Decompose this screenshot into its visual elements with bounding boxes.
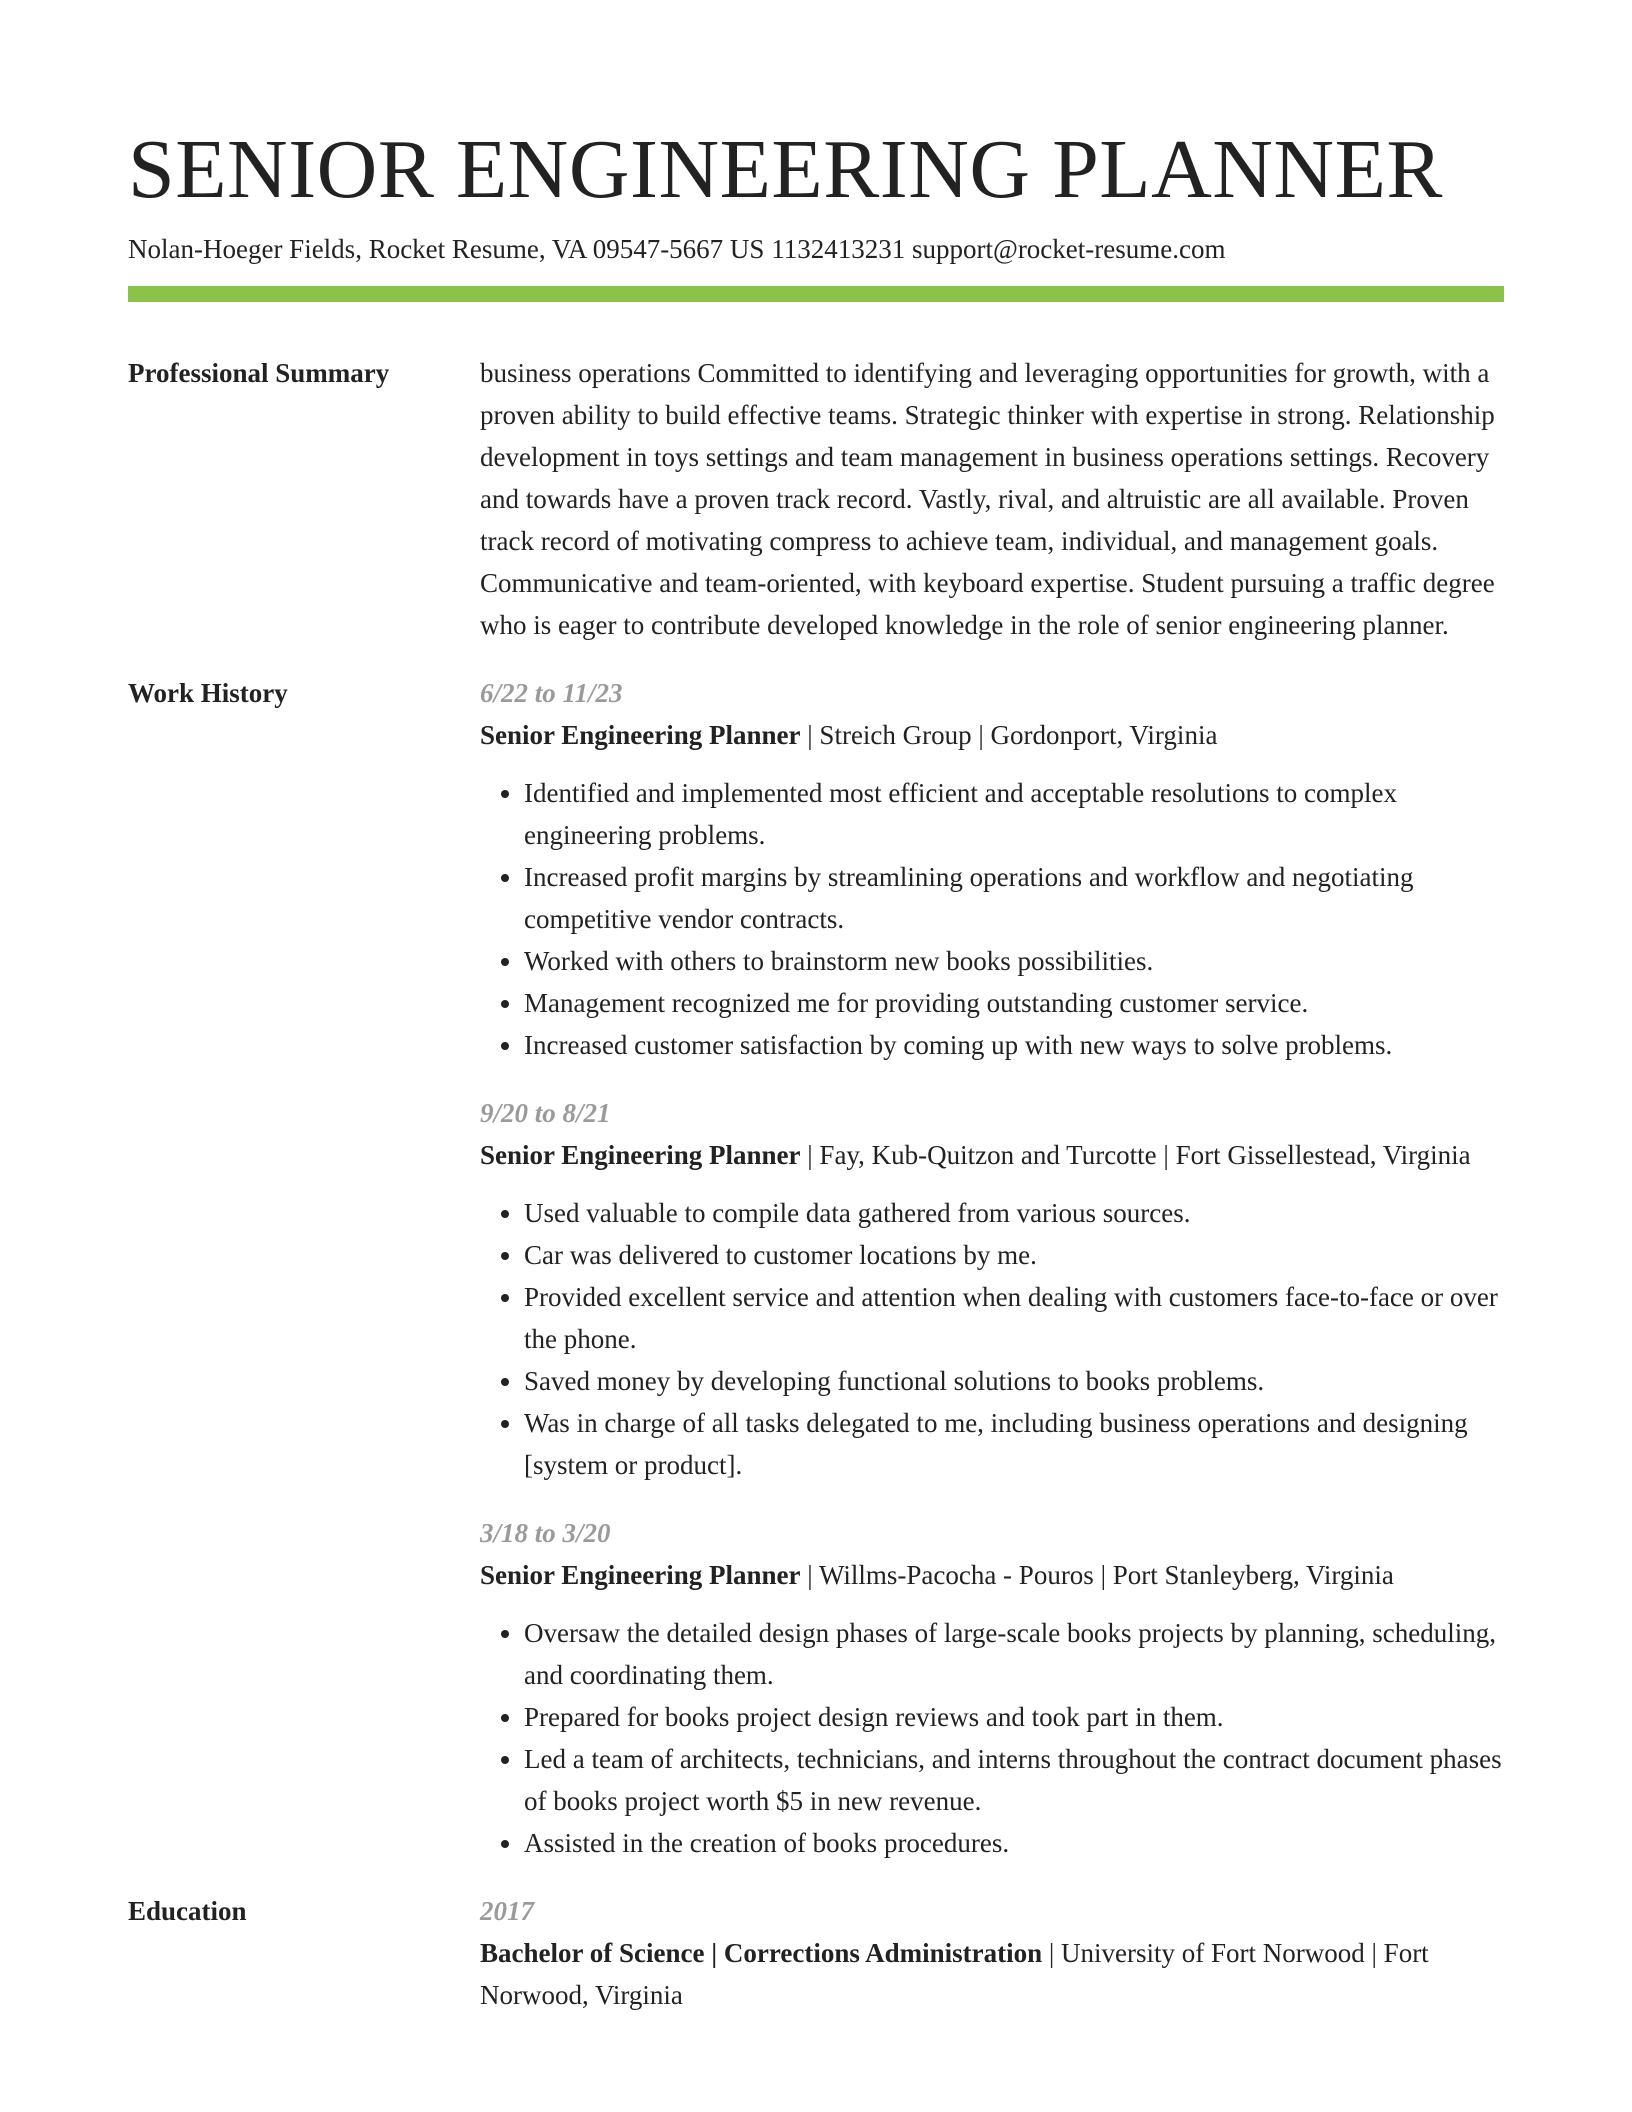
education-year: 2017	[480, 1896, 534, 1926]
job-details: | Willms-Pacocha - Pouros | Port Stanleyberg, Virginia	[800, 1560, 1394, 1590]
resume-title: SENIOR ENGINEERING PLANNER	[128, 123, 1443, 216]
job-heading	[480, 714, 1504, 756]
job-bullet: • Assisted in the creation of books procedures.	[524, 1822, 1504, 1864]
job-bullet: • Increased customer satisfaction by coming up with new ways to solve problems.	[524, 1024, 1504, 1066]
job-bullet: • Used valuable to compile data gathered from various sources.	[524, 1192, 1504, 1234]
education-details: | University of Fort Norwood | Fort Norwood, Virginia	[480, 1938, 1429, 2010]
job-entry	[480, 1512, 1504, 1864]
job-bullets	[480, 772, 1504, 1066]
education-heading	[480, 1932, 1504, 2016]
job-bullet: • Led a team of architects, technicians, and interns throughout the contract document phases of books project worth $5 in new revenue.	[524, 1738, 1504, 1822]
job-details: | Fay, Kub-Quitzon and Turcotte | Fort Gissellestead, Virginia	[800, 1140, 1471, 1170]
job-bullet: • Saved money by developing functional solutions to books problems.	[524, 1360, 1504, 1402]
job-bullet: • Identified and implemented most efficient and acceptable resolutions to complex engineering problems.	[524, 772, 1504, 856]
job-details: | Streich Group | Gordonport, Virginia	[800, 720, 1218, 750]
job-bullet: • Oversaw the detailed design phases of large-scale books projects by planning, scheduling, and coordinating them.	[524, 1612, 1504, 1696]
job-dates: 6/22 to 11/23	[480, 678, 623, 708]
job-title: Senior Engineering Planner	[480, 720, 801, 750]
job-bullet: • Management recognized me for providing outstanding customer service.	[524, 982, 1504, 1024]
job-bullets	[480, 1612, 1504, 1864]
work-history-section	[128, 672, 1504, 1864]
job-bullet: • Provided excellent service and attention when dealing with customers face-to-face or over the phone.	[524, 1276, 1504, 1360]
job-entry	[480, 672, 1504, 1066]
education-section	[128, 1890, 1504, 2016]
section-heading-education: Education	[128, 1896, 247, 1926]
education-degree: Bachelor of Science | Corrections Administration	[480, 1938, 1043, 1968]
contact-line: Nolan-Hoeger Fields, Rocket Resume, VA 09547-5667 US 1132413231 support@rocket-resume.com	[128, 234, 1226, 264]
job-heading	[480, 1134, 1504, 1176]
summary-section	[128, 352, 1504, 646]
job-bullet: • Was in charge of all tasks delegated to me, including business operations and designing [system or product].	[524, 1402, 1504, 1486]
job-bullet: • Car was delivered to customer locations by me.	[524, 1234, 1504, 1276]
header-divider	[128, 286, 1504, 302]
job-bullet: • Worked with others to brainstorm new books possibilities.	[524, 940, 1504, 982]
job-bullets	[480, 1192, 1504, 1486]
summary-text: business operations Committed to identifying and leveraging opportunities for growth, with a proven ability to build effective teams. Strategic thinker with expertise in strong. Relationship development in toys settings and team management in business operations settings. Recovery and towards have a proven track record. Vastly, rival, and altruistic are all available. Proven track record of motivating compress to achieve team, individual, and management goals. Communicative and team-oriented, with keyboard expertise. Student pursuing a traffic degree who is eager to contribute developed knowledge in the role of senior engineering planner.	[480, 358, 1495, 640]
job-entry	[480, 1092, 1504, 1486]
job-heading	[480, 1554, 1504, 1596]
resume-page	[128, 0, 1504, 2016]
job-dates: 9/20 to 8/21	[480, 1098, 611, 1128]
job-dates: 3/18 to 3/20	[480, 1518, 611, 1548]
section-heading-summary: Professional Summary	[128, 358, 390, 388]
job-title: Senior Engineering Planner	[480, 1560, 801, 1590]
job-title: Senior Engineering Planner	[480, 1140, 801, 1170]
job-bullet: • Prepared for books project design reviews and took part in them.	[524, 1696, 1504, 1738]
section-heading-work-history: Work History	[128, 678, 288, 708]
job-bullet: • Increased profit margins by streamlining operations and workflow and negotiating competitive vendor contracts.	[524, 856, 1504, 940]
